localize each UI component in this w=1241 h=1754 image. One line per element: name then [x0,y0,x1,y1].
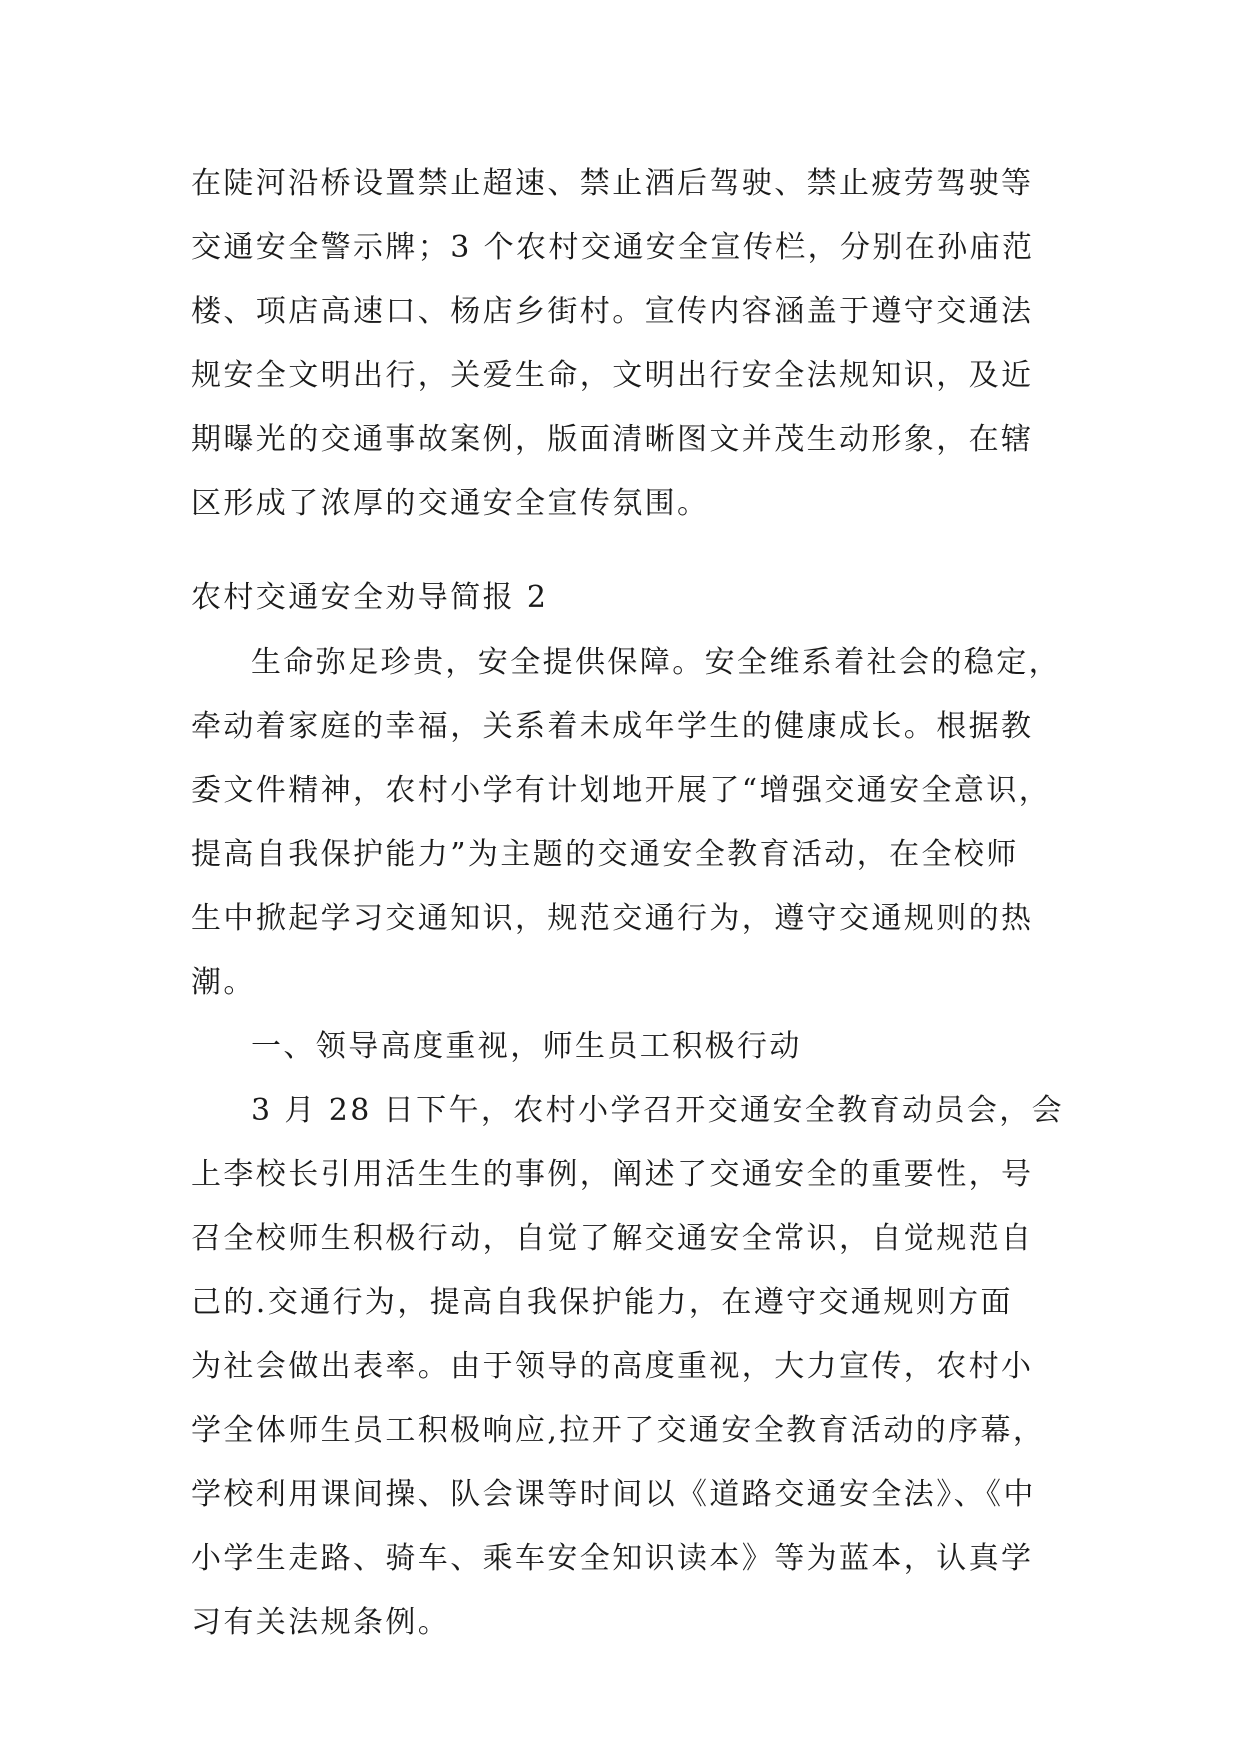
paragraph-line: 楼、项店高速口、杨店乡街村。宣传内容涵盖于遵守交通法 [191,294,1034,329]
paragraph-line: 规安全文明出行，关爱生命，文明出行安全法规知识，及近 [191,358,1034,393]
paragraph-line: 小学生走路、骑车、乘车安全知识读本》等为蓝本，认真学 [191,1541,1034,1576]
paragraph-line: 3 月 28 日下午，农村小学召开交通安全教育动员会，会 [251,1093,1065,1128]
paragraph-line: 牵动着家庭的幸福，关系着未成年学生的健康成长。根据教 [191,709,1034,744]
paragraph-line: 提高自我保护能力”为主题的交通安全教育活动，在全校师 [191,837,1019,872]
section-title: 农村交通安全劝导简报 2 [191,580,549,615]
paragraph-line: 潮。 [191,965,256,1000]
paragraph-line: 上李校长引用活生生的事例，阐述了交通安全的重要性，号 [191,1157,1034,1192]
paragraph-line: 学校利用课间操、队会课等时间以《道路交通安全法》、《中 [191,1477,1036,1512]
paragraph-line: 己的.交通行为，提高自我保护能力，在遵守交通规则方面 [191,1285,1013,1320]
subheading: 一、领导高度重视，师生员工积极行动 [251,1029,802,1064]
paragraph-line: 期曝光的交通事故案例，版面清晰图文并茂生动形象，在辖 [191,422,1034,457]
paragraph-line: 委文件精神，农村小学有计划地开展了“增强交通安全意识， [191,773,1052,808]
paragraph-line: 生命弥足珍贵，安全提供保障。安全维系着社会的稳定， [251,645,1061,680]
paragraph-line: 生中掀起学习交通知识，规范交通行为，遵守交通规则的热 [191,901,1034,936]
paragraph-line: 交通安全警示牌；3 个农村交通安全宣传栏，分别在孙庙范 [191,230,1035,265]
paragraph-line: 召全校师生积极行动，自觉了解交通安全常识，自觉规范自 [191,1221,1034,1256]
paragraph-line: 区形成了浓厚的交通安全宣传氛围。 [191,486,710,521]
paragraph-line: 学全体师生员工积极响应,拉开了交通安全教育活动的序幕， [191,1413,1046,1448]
paragraph-line: 为社会做出表率。由于领导的高度重视，大力宣传，农村小 [191,1349,1034,1384]
paragraph-line: 习有关法规条例。 [191,1605,451,1640]
paragraph-line: 在陡河沿桥设置禁止超速、禁止酒后驾驶、禁止疲劳驾驶等 [191,166,1034,201]
